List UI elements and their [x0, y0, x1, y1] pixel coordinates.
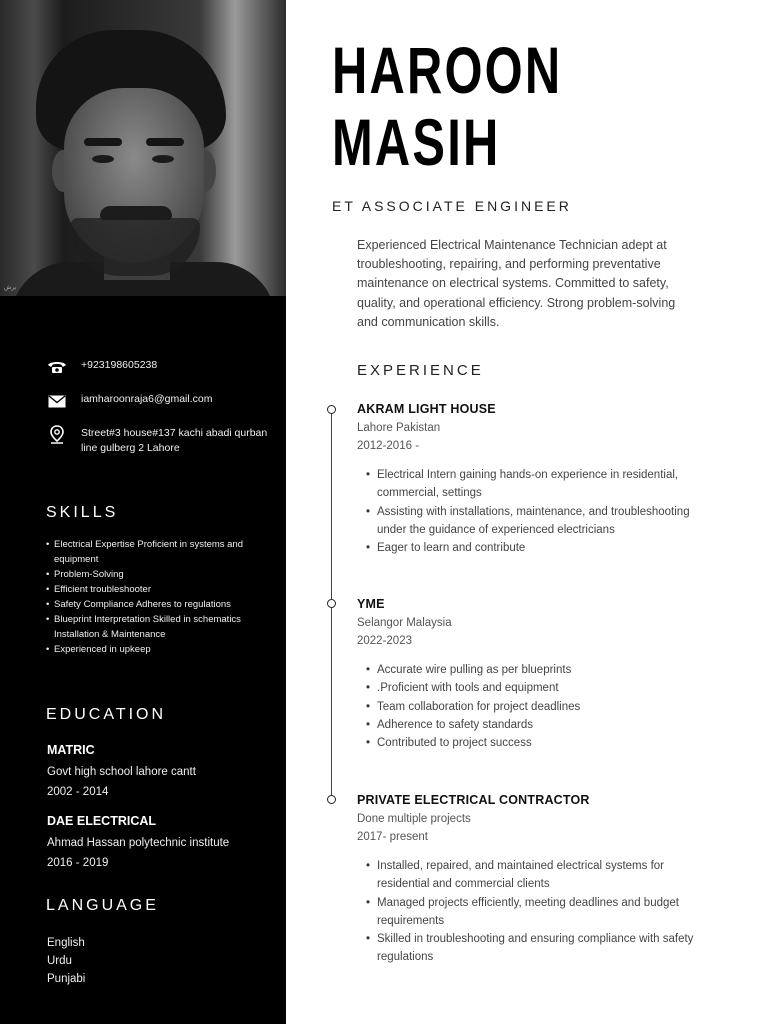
photo-watermark: برش [4, 284, 17, 291]
skills-heading: SKILLS [46, 504, 119, 521]
list-item: • Experienced in upkeep [46, 642, 266, 657]
contact-address [46, 426, 276, 456]
list-item: • Adherence to safety standards [377, 716, 697, 734]
sidebar [0, 0, 286, 1024]
phone-icon [46, 358, 68, 376]
profile-photo [0, 0, 286, 296]
job-dates: 2017- present [357, 831, 428, 843]
contact-block [46, 358, 276, 472]
experience-entry [357, 402, 697, 557]
mail-icon [46, 392, 68, 410]
list-item: • Contributed to project success [377, 734, 697, 752]
experience-entry [357, 597, 697, 752]
education-years: 2002 - 2014 [47, 786, 109, 798]
education-heading: EDUCATION [46, 706, 167, 723]
education-school: Govt high school lahore cantt [47, 766, 196, 778]
list-item: • Blueprint Interpretation Skilled in schematics Installation & Maintenance [46, 612, 266, 642]
job-bullets [357, 466, 697, 557]
list-item: English [47, 937, 85, 949]
list-item: • Safety Compliance Adheres to regulations [46, 597, 266, 612]
list-item: • Skilled in troubleshooting and ensuring compliance with safety regulations [377, 930, 697, 967]
skills-list [46, 537, 266, 657]
timeline-dot [327, 795, 336, 804]
list-item: • .Proficient with tools and equipment [377, 679, 697, 697]
list-item: Punjabi [47, 973, 86, 985]
list-item: • Electrical Expertise Proficient in systems and equipment [46, 537, 266, 567]
experience-entry [357, 793, 697, 967]
job-company: PRIVATE ELECTRICAL CONTRACTOR [357, 793, 590, 807]
job-company: YME [357, 597, 385, 611]
job-dates: 2012-2016 - [357, 440, 420, 452]
job-location: Done multiple projects [357, 813, 471, 825]
address-text: Street#3 house#137 kachi abadi qurban line gulberg 2 Lahore [81, 427, 268, 454]
list-item: • Accurate wire pulling as per blueprints [377, 661, 697, 679]
list-item: • Efficient troubleshooter [46, 582, 266, 597]
profile-summary: Experienced Electrical Maintenance Technician adept at troubleshooting, repairing, and performing preventative maintenance on electrical systems. Committed to safety, quality, and operational efficiency. Strong problem-solving and communication skills. [357, 238, 676, 329]
contact-email [46, 392, 276, 410]
last-name: MASIH [332, 105, 501, 179]
education-entry [47, 743, 277, 798]
education-entry [47, 814, 277, 869]
list-item: • Installed, repaired, and maintained electrical systems for residential and commercial clients [377, 857, 697, 894]
list-item: • Electrical Intern gaining hands-on experience in residential, commercial, settings [377, 466, 697, 503]
education-years: 2016 - 2019 [47, 857, 109, 869]
timeline-dot [327, 599, 336, 608]
job-company: AKRAM LIGHT HOUSE [357, 402, 496, 416]
job-role: ET ASSOCIATE ENGINEER [332, 198, 572, 214]
education-degree: DAE ELECTRICAL [47, 814, 157, 828]
language-heading: LANGUAGE [46, 897, 159, 914]
list-item: • Assisting with installations, maintenance, and troubleshooting under the guidance of experienced electricians [377, 503, 697, 540]
list-item: Urdu [47, 955, 72, 967]
first-name: HAROON [332, 33, 563, 107]
contact-phone [46, 358, 276, 376]
location-icon [46, 426, 68, 444]
list-item: • Eager to learn and contribute [377, 539, 697, 557]
email-text[interactable]: iamharoonraja6@gmail.com [81, 393, 213, 405]
list-item: • Managed projects efficiently, meeting deadlines and budget requirements [377, 894, 697, 931]
education-school: Ahmad Hassan polytechnic institute [47, 837, 230, 849]
list-item: • Problem-Solving [46, 567, 266, 582]
education-degree: MATRIC [47, 743, 95, 757]
job-bullets [357, 661, 697, 752]
job-bullets [357, 857, 697, 967]
timeline-dot [327, 405, 336, 414]
job-location: Selangor Malaysia [357, 617, 452, 629]
job-location: Lahore Pakistan [357, 422, 441, 434]
list-item: • Team collaboration for project deadlines [377, 698, 697, 716]
experience-heading: EXPERIENCE [357, 362, 484, 379]
language-list [47, 934, 85, 988]
phone-text[interactable]: +923198605238 [81, 359, 158, 371]
person-name [332, 34, 562, 178]
job-dates: 2022-2023 [357, 635, 412, 647]
